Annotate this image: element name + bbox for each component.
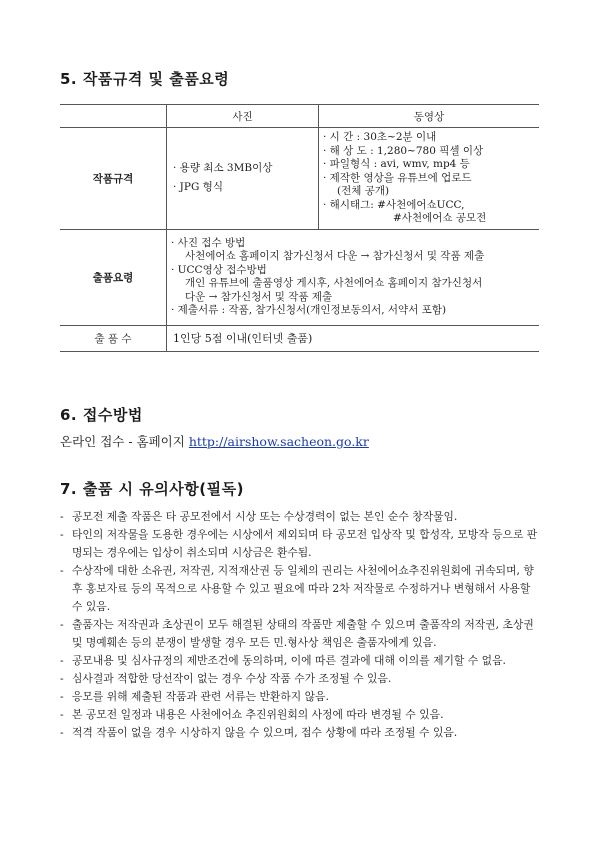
homepage-link[interactable]: http://airshow.sacheon.go.kr xyxy=(188,434,369,449)
note-item: - 타인의 저작물을 도용한 경우에는 시상에서 제외되며 타 공모전 입상작 및 합성작, 모방작 등으로 판명되는 경우에는 입상이 취소되며 시상금은 환수됨. xyxy=(60,526,540,562)
requirement-item: 사천에어쇼 홈페이지 참가신청서 다운 → 참가신청서 및 작품 제출 xyxy=(185,250,485,262)
empty-header-cell xyxy=(60,105,167,128)
video-spec-cell xyxy=(319,128,540,230)
requirement-item: · 제출서류 : 작품, 참가신청서(개인정보동의서, 서약서 포함) xyxy=(171,304,447,316)
requirements-label: 출품요령 xyxy=(60,229,167,325)
photo-spec-item: · JPG 형식 xyxy=(173,181,223,194)
spec-label: 작품규격 xyxy=(60,128,167,230)
video-spec-item: · 파일형식 : avi, wmv, mp4 등 xyxy=(323,158,470,170)
section-5-title: 5. 작품규격 및 출품요령 xyxy=(60,70,230,88)
note-item: - 심사결과 적합한 당선작이 없는 경우 수상 작품 수가 조정될 수 있음. xyxy=(60,670,540,688)
section-6-title: 6. 접수방법 xyxy=(60,406,143,424)
photo-spec-item: · 용량 최소 3MB이상 xyxy=(173,161,273,174)
note-item: - 본 공모전 일정과 내용은 사천에어쇼 추진위원회의 사정에 따라 변경될 수 있음. xyxy=(60,706,540,724)
online-submission-text: 온라인 접수 - 홈페이지 xyxy=(60,434,185,449)
video-spec-item: · 해시태그: #사천에어쇼UCC, xyxy=(323,198,465,211)
spec-row xyxy=(60,128,539,230)
notes-list xyxy=(60,508,540,742)
requirement-item: 다운 → 참가신청서 및 작품 제출 xyxy=(185,290,333,303)
requirement-item: 개인 유튜브에 출품영상 게시후, 사천에어쇼 홈페이지 참가신청서 xyxy=(185,277,483,289)
note-item: - 출품자는 저작권과 초상권이 모두 해결된 상태의 작품만 제출할 수 있으며 출품작의 저작권, 초상권 및 명예훼손 등의 분쟁이 발생할 경우 모든 민.형사상 책임은 출품자에게 있음. xyxy=(60,616,540,652)
video-spec-item: · 제작한 영상을 유튜브에 업로드 xyxy=(323,171,472,184)
online-submission xyxy=(60,432,369,450)
video-spec-item: · 시 간 : 30초∼2분 이내 xyxy=(323,131,437,143)
count-value: 1인당 5점 이내(인터넷 출품) xyxy=(167,325,540,351)
section-7-title: 7. 출품 시 유의사항(필독) xyxy=(60,480,244,498)
spec-table xyxy=(60,104,539,352)
note-item: - 공모내용 및 심사규정의 제반조건에 동의하며, 이에 따른 결과에 대해 이의를 제기할 수 없음. xyxy=(60,652,540,670)
note-item: - 공모전 제출 작품은 타 공모전에서 시상 또는 수상경력이 없는 본인 순수 창작물임. xyxy=(60,508,540,526)
note-item: - 수상작에 대한 소유권, 저작권, 지적재산권 등 일체의 권리는 사천에어쇼추진위원회에 귀속되며, 향후 홍보자료 등의 목적으로 사용할 수 있고 필요에 따라 2차 저작물로 수정하거나 변형해서 사용할 수 있음. xyxy=(60,562,540,616)
video-spec-item: (전체 공개) xyxy=(337,185,390,197)
note-item: - 적격 작품이 없을 경우 시상하지 않을 수 있으며, 접수 상황에 따라 조정될 수 있음. xyxy=(60,724,540,742)
requirements-cell xyxy=(167,229,540,325)
count-label: 출 품 수 xyxy=(60,325,167,351)
photo-spec-cell xyxy=(167,128,319,230)
video-header: 동영상 xyxy=(319,105,540,128)
note-item: - 응모를 위해 제출된 작품과 관련 서류는 반환하지 않음. xyxy=(60,688,540,706)
count-row xyxy=(60,325,539,351)
requirement-item: · UCC영상 접수방법 xyxy=(171,263,267,276)
video-spec-item: · 해 상 도 : 1,280∼780 픽셀 이상 xyxy=(323,144,484,157)
photo-header: 사진 xyxy=(167,105,319,128)
requirements-row xyxy=(60,229,539,325)
requirement-item: · 사진 접수 방법 xyxy=(171,236,246,249)
video-spec-item: #사천에어쇼 공모전 xyxy=(393,212,487,224)
table-header-row xyxy=(60,105,539,128)
